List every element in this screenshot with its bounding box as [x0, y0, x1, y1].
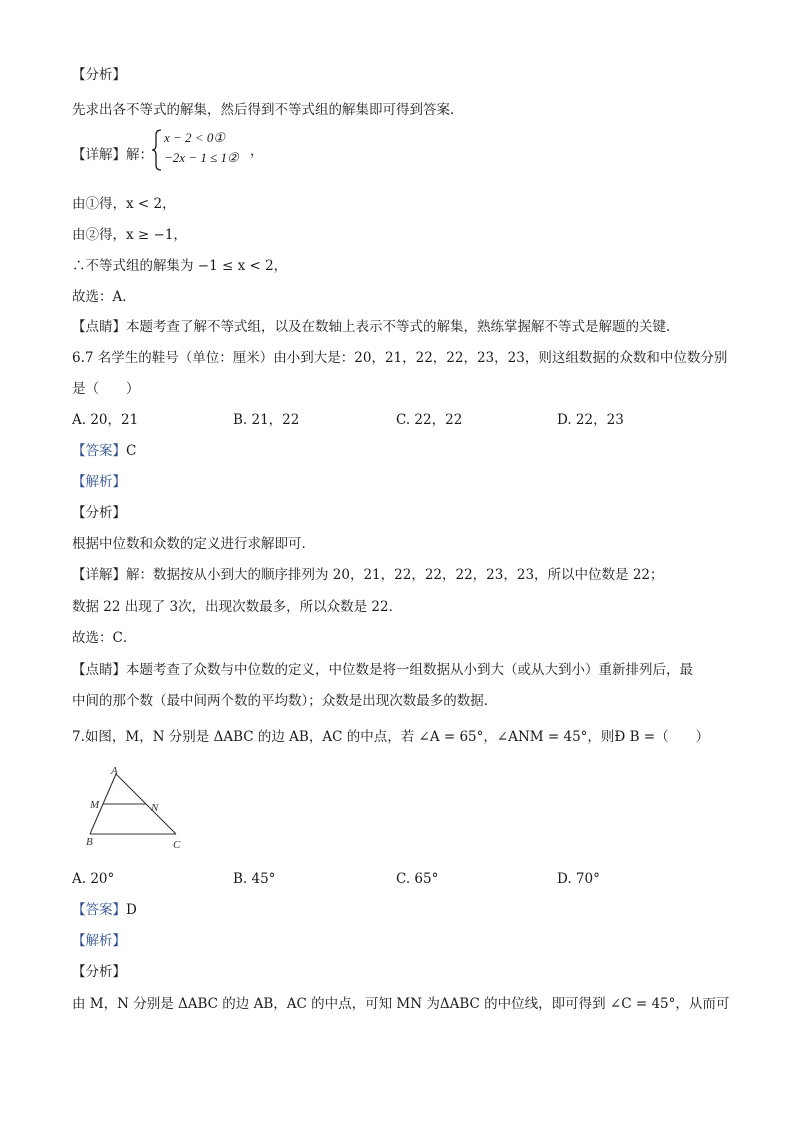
label-a: A — [111, 765, 118, 777]
q6-analysis-heading: 【分析】 — [72, 505, 126, 521]
q7-answer: 【答案】D — [72, 902, 137, 918]
q6-stem-line-2: 是（ ） — [72, 381, 140, 397]
q7-stem: 7.如图，M，N 分别是 ΔABC 的边 AB，AC 的中点，若 ∠A = 65°，∠ANM = 45°，则Ð B =（ ） — [72, 729, 710, 745]
q7-option-b: B. 45° — [233, 871, 276, 887]
q6-stem-line-1: 6.7 名学生的鞋号（单位：厘米）由小到大是：20，21，22，22，23，23，则这组数据的众数和中位数分别 — [72, 350, 728, 366]
system-tail: ， — [250, 144, 264, 159]
q6-option-c: C. 22，22 — [396, 412, 463, 428]
q6-comment-line-1: 【点睛】本题考查了众数与中位数的定义，中位数是将一组数据从小到大（或从大到小）重新排列后，最 — [72, 662, 693, 678]
q6-detail-line-2: 数据 22 出现了 3次，出现次数最多，所以众数是 22． — [72, 599, 403, 615]
inequality-1: x − 2 < 0① — [164, 130, 225, 145]
q7-analysis-heading: 【分析】 — [72, 964, 126, 980]
q5-step-1: 由①得，x < 2， — [72, 196, 176, 212]
triangle-figure — [78, 764, 198, 858]
q7-option-c: C. 65° — [396, 871, 439, 887]
q6-answer: 【答案】C — [72, 443, 137, 459]
label-n: N — [151, 802, 159, 814]
q6-option-b: B. 21，22 — [233, 412, 300, 428]
label-c: C — [173, 839, 181, 851]
q5-detail-heading: 【详解】解： — [72, 147, 153, 163]
q5-step-2: 由②得，x ≥ −1， — [72, 227, 187, 243]
left-brace-icon — [150, 128, 164, 172]
q7-jiexi-heading: 【解析】 — [72, 933, 126, 949]
q7-option-d: D. 70° — [557, 871, 600, 887]
q6-analysis-text: 根据中位数和众数的定义进行求解即可． — [72, 536, 315, 552]
q5-analysis-text: 先求出各不等式的解集，然后得到不等式组的解集即可得到答案． — [72, 102, 464, 118]
q6-option-a: A. 20，21 — [72, 412, 139, 428]
q5-comment: 【点睛】本题考查了解不等式组，以及在数轴上表示不等式的解集，熟练掌握解不等式是解题的关键． — [72, 319, 680, 335]
q5-analysis-heading: 【分析】 — [72, 67, 126, 83]
q6-option-d: D. 22，23 — [557, 412, 624, 428]
q5-choice: 故选：A． — [72, 289, 136, 305]
q5-step-3: ∴不等式组的解集为 −1 ≤ x < 2， — [72, 258, 288, 274]
q7-analysis-text: 由 M，N 分别是 ΔABC 的边 AB，AC 的中点，可知 MN 为ΔABC 的中位线，即可得到 ∠C = 45°，从而可 — [72, 996, 730, 1012]
q6-jiexi-heading: 【解析】 — [72, 474, 126, 490]
q7-option-a: A. 20° — [72, 871, 115, 887]
label-m: M — [90, 799, 100, 811]
q6-comment-line-2: 中间的那个数（最中间两个数的平均数）；众数是出现次数最多的数据． — [72, 693, 498, 709]
inequality-2: −2x − 1 ≤ 1② — [164, 150, 239, 165]
q6-detail-line-1: 【详解】解：数据按从小到大的顺序排列为 20，21，22，22，22，23，23，所以中位数是 22； — [72, 567, 664, 583]
label-b: B — [86, 836, 93, 848]
q6-choice: 故选：C． — [72, 630, 137, 646]
